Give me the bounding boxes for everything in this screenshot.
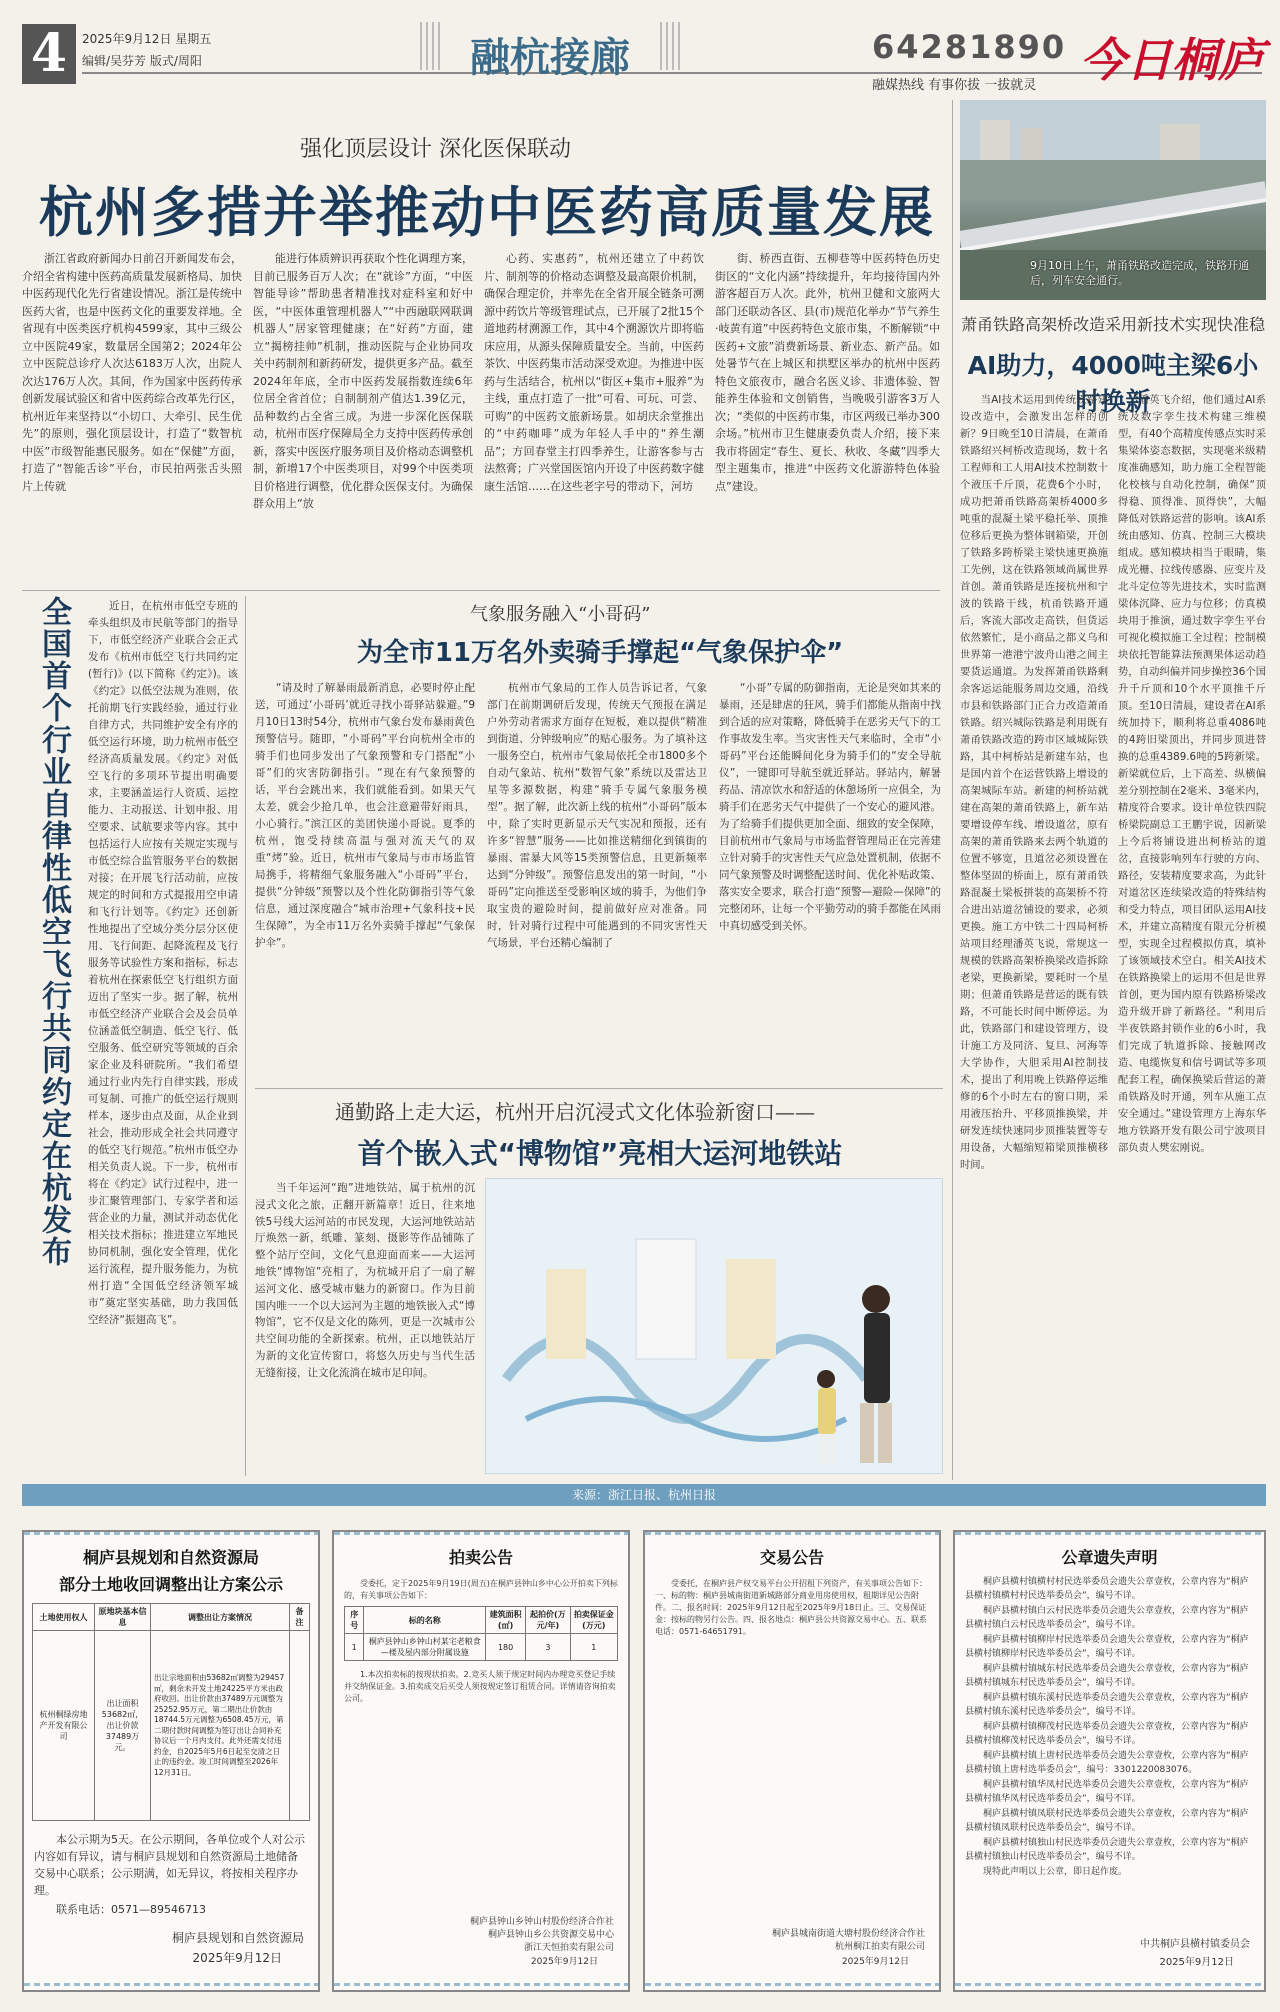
lead-column-2 bbox=[253, 250, 473, 583]
table-header: 建筑面积(㎡) bbox=[486, 1607, 526, 1634]
land-notice-signer: 桐庐县规划和自然资源局 bbox=[171, 1931, 304, 1945]
land-notice-phone: 联系电话：0571—89546713 bbox=[56, 1903, 206, 1916]
lost-seal-date: 2025年9月12日 bbox=[1159, 1957, 1234, 1968]
paragraph: 当千年运河“跑”进地铁站，属于杭州的沉浸式文化之旅，正翻开新篇章！近日，往来地铁5号线大运河站的市民发现，大运河地铁站站厅焕然一新，纸雕、篆刻、摄影等作品铺陈了整个站厅空间，文化气息迎面而来——大运河地铁“博物馆”亮相了，为杭城开启了一扇了解运河文化、感受城市魅力的新窗口。作为目前国内唯一一个以大运河为主题的地铁嵌入式“博物馆”，它不仅是文化的陈列，更是一次城市公共空间功能的全新探索。杭州，正以地铁站厅为新的文化宣传窗口，将悠久历史与当代生活无缝衔接，让文化流淌在城市足印间。 bbox=[255, 1182, 475, 1379]
table-cell: 180 bbox=[486, 1634, 526, 1661]
issue-date: 2025年9月12日 星期五 bbox=[82, 32, 212, 46]
list-item: 桐庐县横村镇城东村民选举委员会遗失公章壹枚，公章内容为“桐庐县横村镇城东村民选举委员会”，编号不详。 bbox=[965, 1664, 1249, 1688]
paragraph: 心药、实惠药”，杭州还建立了中药饮片、制剂等的价格动态调整及最高限价机制，确保合理定价，并率先在全省开展全链条可溯源中药饮片等级管理试点，已开展了2批15个道地药材溯源工作，其中4个溯源饮片即将临床应用，从源头保障质量安全。当前，中医药茶饮、中医药集市活动深受欢迎。为推进中医药与生活结合，杭州以“街区+集市+服养”为主线，重点打造了一批“可看、可玩、可尝、可购”的中医药文旅新场景。如胡庆余堂推出的“中药咖啡”成为年轻人手中的“养生潮品”；方回春堂主打四季养生，让游客参与古法熬膏；广兴堂国医馆内开设了中医药数字健康生活馆……在这些老字号的带动下，河坊 bbox=[484, 252, 704, 493]
transaction-date: 2025年9月12日 bbox=[841, 1957, 909, 1967]
divider bbox=[245, 596, 246, 1476]
railway-headline: AI助力，4000吨主梁6小时换新 bbox=[967, 351, 1259, 416]
table-cell: 1 bbox=[345, 1634, 364, 1661]
lost-seal-title: 公章遗失声明 bbox=[1061, 1548, 1158, 1567]
lost-seal-list bbox=[955, 1568, 1264, 1880]
masthead-logo: 今日桐庐 bbox=[1080, 33, 1264, 87]
land-notice-title-1: 桐庐县规划和自然资源局 bbox=[82, 1548, 259, 1567]
left-story-headline-box bbox=[22, 596, 84, 1476]
lost-seal-signer: 中共桐庐县横村镇委员会 bbox=[1140, 1939, 1250, 1950]
list-item: 桐庐县横村镇上唐村民选举委员会遗失公章壹枚，公章内容为“桐庐县横村镇上唐村选举委员会”，编号：3301220083076。 bbox=[965, 1751, 1249, 1775]
table-header: 原地块基本信息 bbox=[95, 1604, 151, 1631]
transaction-notice-body: 受委托，在桐庐县产权交易平台公开招租下列资产，有关事项公告如下：一、标的物：桐庐县城南街道新城路部分商业用房使用权，租期详见公告附件。二、报名时间：2025年9月12日起至2025年9月18日止。三、交易保证金：按标的物另行公告。四、报名地点：桐庐县公共资源交易中心。五、联系电话：0571-64651791。 bbox=[655, 1579, 927, 1636]
transaction-signer-2: 杭州桐江拍卖有限公司 bbox=[834, 1942, 925, 1952]
page-number: 4 bbox=[22, 24, 76, 84]
decor-stripe bbox=[334, 1983, 628, 1986]
list-item: 桐庐县横村镇柳岸村民选举委员会遗失公章壹枚，公章内容为“桐庐县横村镇柳岸村民选举委员会”，编号不详。 bbox=[965, 1635, 1249, 1659]
list-item: 桐庐县横村镇凤联村民选举委员会遗失公章壹枚，公章内容为“桐庐县横村镇凤联村民选举委员会”，编号不详。 bbox=[965, 1809, 1249, 1833]
paragraph: 能进行体质辨识再获取个性化调理方案，目前已服务百万人次；在“就诊”方面，“中医智能导诊”帮助患者精准找对症科室和好中医，“中医体重管理机器人”“中西融联网联调机器人”居家管理健康；在“好药”方面，建立“揭榜挂帅”机制，推动医院与企业协同攻关中药制剂和新药研发，提供更多产品。截至2024年年底，全市中医药发展指数连续6年位居全省首位；自制制剂产值达1.39亿元，品种数约占全省三成。为进一步深化医保联动，杭州市医疗保障局全力支持中医药传承创新，落实中医医疗服务项目及价格动态调整机制，新增17个中医类项目，对99个中医类项目价格进行调整，优化群众医保支付。为确保群众用上“放 bbox=[253, 252, 473, 510]
museum-headline: 首个嵌入式“博物馆”亮相大运河地铁站 bbox=[357, 1137, 843, 1170]
left-story-headline: 全国首个行业自律性低空飞行共同约定在杭发布 bbox=[36, 596, 71, 1268]
weather-column-3 bbox=[719, 680, 941, 1080]
left-story-body bbox=[88, 598, 238, 1473]
weather-kicker: 气象服务融入“小哥码” bbox=[470, 604, 651, 625]
hotline-number: 64281890 bbox=[872, 28, 1067, 66]
paragraph: 街、桥西直街、五柳巷等中医药特色历史街区的“文化内涵”持续提升，年均接待国内外游客超百万人次。此外，杭州卫健和文旅两大部门还联动各区、县(市)规范化举办“节气养生·岐黄有道”中医药特色文旅市集，不断解锁“中医药+文旅”消费新场景、新业态、新产品。如处暑节气在上城区和拱墅区举办的杭州中医药特色文旅夜市，融合名医义诊、非遗体验、智能养生体验和文创销售，当晚吸引游客3万人次；“类似的中医药市集，市区两级已举办300余场。”杭州市卫生健康委负责人介绍，接下来我市将固定“春生、夏长、秋收、冬藏”四季大型主题集市，推进“中医药文化游游特色体验点”建设。 bbox=[715, 252, 940, 493]
list-item: 桐庐县横村镇白云村民选举委员会遗失公章壹枚，公章内容为“桐庐县横村镇白云村民选举委员会”，编号不详。 bbox=[965, 1606, 1249, 1630]
auction-notice-body: 1.本次拍卖标的按现状拍卖。2.竞买人须于规定时间内办理竞买登记手续并交纳保证金。3.拍卖成交后买受人须按规定签订租赁合同。详情请咨询拍卖公司。 bbox=[344, 1670, 616, 1703]
table-cell: 桐庐县钟山乡钟山村某宅老粮食—楼及屋内部分附属设施 bbox=[364, 1634, 486, 1661]
decor-stripe bbox=[645, 1983, 939, 1986]
divider bbox=[255, 1088, 943, 1089]
transaction-notice-title: 交易公告 bbox=[759, 1548, 824, 1567]
table-header: 备注 bbox=[290, 1604, 310, 1631]
museum-photo-illustration bbox=[486, 1179, 943, 1474]
decor-stripe bbox=[24, 1532, 318, 1535]
lead-column-3 bbox=[484, 250, 704, 583]
table-cell: 杭州桐绿房地产开发有限公司 bbox=[33, 1631, 95, 1821]
decor-stripe bbox=[334, 1532, 628, 1535]
table-header: 调整出让方案情况 bbox=[151, 1604, 290, 1631]
list-item: 桐庐县横村镇独山村民选举委员会遗失公章壹枚，公章内容为“桐庐县横村镇独山村民选举委员会”，编号不详。 bbox=[965, 1838, 1249, 1862]
table-header: 起拍价(万元/年) bbox=[526, 1607, 571, 1634]
decor-stripe bbox=[955, 1983, 1264, 1986]
land-notice-body: 本公示期为5天。在公示期间，各单位或个人对公示内容如有异议，请与桐庐县规划和自然资源局土地储备交易中心联系；公示期满，如无异议，将按相关程序办理。 bbox=[34, 1833, 305, 1897]
lost-seal-footer: 现特此声明以上公章，即日起作废。 bbox=[983, 1867, 1128, 1877]
lead-column-4 bbox=[715, 250, 940, 583]
railway-photo-caption: 9月10日上午，萧甬铁路改造完成，铁路开通后，列车安全通行。 bbox=[1030, 259, 1249, 287]
table-header: 标的名称 bbox=[364, 1607, 486, 1634]
museum-column-1 bbox=[255, 1180, 475, 1473]
auction-signer-1: 桐庐县钟山乡钟山村股份经济合作社 bbox=[469, 1917, 614, 1927]
transaction-notice bbox=[643, 1530, 941, 1992]
auction-table bbox=[344, 1606, 618, 1661]
table-cell: 3 bbox=[526, 1634, 571, 1661]
auction-signer-2: 桐庐县钟山乡公共资源交易中心 bbox=[487, 1930, 614, 1940]
museum-kicker: 通勤路上走大运，杭州开启沉浸式文化体验新窗口—— bbox=[335, 1100, 815, 1124]
auction-date: 2025年9月12日 bbox=[530, 1957, 598, 1967]
auction-signer-3: 浙江天恒拍卖有限公司 bbox=[523, 1943, 614, 1953]
header-decor bbox=[420, 22, 440, 70]
railway-kicker: 萧甬铁路高架桥改造采用新技术实现快准稳 bbox=[960, 315, 1265, 334]
list-item: 桐庐县横村镇横村村民选举委员会遗失公章壹枚，公章内容为“桐庐县横村镇横村村民选举委员会”，编号不详。 bbox=[965, 1577, 1249, 1601]
railway-column-2 bbox=[1118, 392, 1266, 1472]
table-header: 序号 bbox=[345, 1607, 364, 1634]
list-item: 桐庐县横村镇华凤村民选举委员会遗失公章壹枚，公章内容为“桐庐县横村镇华凤村民选举委员会”，编号不详。 bbox=[965, 1780, 1249, 1804]
lead-kicker: 强化顶层设计 深化医保联动 bbox=[300, 137, 571, 162]
list-item: 桐庐县横村镇东溪村民选举委员会遗失公章壹枚，公章内容为“桐庐县横村镇东溪村民选举委员会”，编号不详。 bbox=[965, 1693, 1249, 1717]
auction-notice-title: 拍卖公告 bbox=[448, 1548, 513, 1567]
land-notice-date: 2025年9月12日 bbox=[192, 1951, 282, 1965]
weather-column-1 bbox=[255, 680, 475, 1080]
section-title: 融杭接廊 bbox=[470, 34, 630, 81]
decor-stripe bbox=[955, 1532, 1264, 1535]
decor-stripe bbox=[645, 1532, 939, 1535]
railway-column-1 bbox=[960, 392, 1108, 1472]
decor-stripe bbox=[24, 1983, 318, 1986]
railway-photo bbox=[960, 100, 1266, 300]
lost-seal-notice bbox=[953, 1530, 1266, 1992]
table-cell: 出让宗地面积由53682㎡调整为29457㎡，剩余未开发土地24225平方米由政府收回。出让价款由37489万元调整为25252.95万元，第二期出让价款由18744.5万元调整为6508.45万元，第二期付款时间调整为签订出让合同补充协议后一个月内支付。此外还需支付违约金，自2025年5月6日起至交清之日止的违约金。竣工时间调整至2026年12月31日。 bbox=[151, 1631, 290, 1821]
paragraph: 杭州市气象局的工作人员告诉记者，气象部门在前期调研后发现，传统天气预报在满足户外劳动者需求方面存在短板，难以提供“精准到街道、分钟级响应”的贴心服务。为了填补这一服务空白，杭州市气象局依托全市1800多个自动气象站、杭州“数智气象”系统以及雷达卫星等多源数据，构建“骑手专属气象服务模型”。据了解，此次新上线的杭州“小哥码”版本中，除了实时更新显示天气实况和预报，还有许多“智慧”服务——比如推送精细化到镇街的暴雨、雷暴大风等15类预警信息，且更新频率达到“分钟级”。预警信息发出的第一时间，“小哥码”定向推送至受影响区域的骑手，为他们争取宝贵的避险时间，提前做好应对准备。同时，针对骑行过程中可能遇到的不同灾害性天气场景，平台还精心编制了 bbox=[487, 682, 707, 949]
land-notice-table bbox=[32, 1603, 310, 1821]
paragraph: 当AI技术运用到传统铁路建设改造中，会激发出怎样的创新？9日晚至10日清晨，在萧甬铁路绍兴柯桥改造现场，数十名工程师和工人用AI技术控制数十个液压千斤顶，花费6个小时，成功把萧甬铁路高架桥4000多吨重的混凝土梁平稳托举、顶推位移后更换为整体钢箱梁，开创了铁路多跨桥梁主梁快速更换施工先例，这在铁路领域尚属世界首创。萧甬铁路是连接杭州和宁波的铁路干线，杭甬铁路开通后，客流大部改走高铁，但货运依然繁忙，是小商品之都义乌和世界第一港港宁波舟山港之间主要货运通道。为发挥萧甬铁路剩余客运运能服务周边交通，沿线市县和铁路部门正合力改造萧甬铁路。绍兴城际铁路是利用既有萧甬铁路改造的跨市区域城际铁路，其中柯桥站是新建车站，也是国内首个在运营铁路上增设的高架城际车站。新建的柯桥站就建在高架的萧甬铁路上，新车站要增设停车线、增设道岔，原有高架的萧甬铁路来去两个轨道的位置不够宽，且道岔必须设置在整体坚固的桥面上，原有萧甬铁路混凝土梁板拼装的高架桥不符合进出站道岔铺设的要求，必须更换。施工方中铁二十四局柯桥站项目经理潘英飞说，常规这一规模的铁路高架桥换梁改造拆除老梁，更换新梁，要耗时一个星期；但萧甬铁路是营运的既有铁路，不可能长时间中断停运。为此，铁路部门和建设管理方，设计施工方及同济、复旦、河海等大学协作，大胆采用AI控制技术，提出了利用晚上铁路停运维修的6个小时左右的窗口期，采用液压抬升、平移顶推换梁，并研发连续快速同步顶推装置等专用设备，大幅缩短箱梁顶推横移时间。 bbox=[960, 394, 1108, 1171]
weather-headline: 为全市11万名外卖骑手撑起“气象保护伞” bbox=[356, 638, 844, 668]
paragraph: 潘英飞介绍，他们通过AI系统及数字孪生技术构建三维模型，有40个高精度传感点实时采集梁体姿态数据，实现毫米级精度准确感知，助力施工全程智能化校核与自动化控制，确保“顶得稳、顶得准、顶得快”，大幅降低对铁路运营的影响。该AI系统由感知、仿真、控制三大模块组成。感知模块相当于眼睛，集成光栅、拉线传感器、应变片及北斗定位等先进技术，实时监测梁体沉降、应力与位移；仿真模块用于推演，通过数字孪生平台可视化模拟施工全过程；控制模块依托智能算法预测果体运动趋势，自动纠偏并同步操控36个国升千斤顶和10个水平顶推千斤顶。至10日清晨，建设者在AI系统加持下，顺利将总重4086吨的4跨旧梁顶出，并同步顶进替换的总重4389.6吨的5跨新梁。新梁就位后，上下高差、纵横偏差分别控制在2毫米、3毫米内，精度符合要求。设计单位铁四院桥梁院副总工王鹏宇说，因新梁上今后将铺设进出柯桥站的道岔，直接影响列车行驶的方向、路径，安装精度要求高，为此针对道岔区连续梁改造的特殊结构和受力特点，项目团队运用AI技术，并建立高精度有限元分析模型，实现全过程模拟仿真，填补了该领域技术空白。相关AI技术在铁路换梁上的运用不但是世界首创，更为国内原有铁路桥梁改造升级开辟了新路径。“利用后半夜铁路封锁作业的6小时，我们完成了轨道拆除、接触网改造、电缆恢复和信号调试等多项配套工程，确保换梁后营运的萧甬铁路及时开通，列车从施工点安全通过。”建设管理方上海东华地方铁路开发有限公司宁波项目部负责人樊宏刚说。 bbox=[1118, 394, 1266, 1154]
source-strip: 来源：浙江日报、杭州日报 bbox=[22, 1484, 1266, 1506]
header-decor bbox=[660, 22, 680, 70]
transaction-signer-1: 桐庐县城南街道大塘村股份经济合作社 bbox=[771, 1929, 925, 1939]
divider bbox=[22, 590, 940, 591]
table-cell bbox=[290, 1631, 310, 1821]
lead-column-1 bbox=[22, 250, 242, 583]
table-cell: 出让面积53682㎡，出让价款37489万元。 bbox=[95, 1631, 151, 1821]
paragraph: 近日，在杭州市低空专班的牵头组织及市民航等部门的指导下，市低空经济产业联合会正式发布《杭州市低空飞行共同约定(暂行)》(以下简称《约定》)。该《约定》以低空法规为准则，依托前期飞行实践经验，通过行业自律方式，共同维护安全有序的低空运行环境，助力杭州市低空经济高质量发展。《约定》对低空飞行的多项环节提出明确要求，主要涵盖运行人资质、运控能力、主动报送、计划申报、用空要求、试航要求等内容。其中包括运行人应按有关规定实现与市低空综合监管服务平台的数据对接；在开展飞行活动前，应按规定的时间和方式提报用空申请和飞行计划等。《约定》还创新性地提出了空域分类分层分区使用、飞行间距、起降流程及飞行服务等试验性方案和指标，标志着杭州在探索低空飞行组织方面迈出了坚实一步。据了解，杭州市低空经济产业联合会及会员单位涵盖低空制造、低空飞行、低空服务、低空研究等领域的百余家企业及科研院所。“我们希望通过行业内先行自律实践，形成可复制、可推广的低空运行规则样本，逐步由点及面，从企业到社会，推动形成全社会共同遵守的低空飞行规范。”杭州市低空办相关负责人说。下一步，杭州市将在《约定》试行过程中，进一步汇聚管理部门、专家学者和运营企业的力量，测试并动态优化相关技术指标；推进建立军地民协同机制，强化安全管理，优化运行流程，提升服务能力，为杭州打造“全国低空经济领军城市”奠定坚实基础，助力我国低空经济“振翅高飞”。 bbox=[88, 600, 238, 1326]
divider bbox=[952, 100, 953, 1480]
land-notice bbox=[22, 1530, 320, 1992]
hotline-slogan: 融媒热线 有事你拔 一拔就灵 bbox=[872, 78, 1037, 93]
auction-notice bbox=[332, 1530, 630, 1992]
table-cell: 1 bbox=[570, 1634, 617, 1661]
table-header: 拍卖保证金(万元) bbox=[570, 1607, 617, 1634]
list-item: 桐庐县横村镇柳茂村民选举委员会遗失公章壹枚，公章内容为“桐庐县横村镇柳茂村民选举委员会”，编号不详。 bbox=[965, 1722, 1249, 1746]
lead-headline: 杭州多措并举推动中医药高质量发展 bbox=[39, 181, 935, 244]
paragraph: “请及时了解暴雨最新消息，必要时停止配送，可通过‘小哥码’就近寻找小哥驿站躲避。”9月10日13时54分，杭州市气象台发布暴雨黄色预警信号。随即，“小哥码”平台向杭州全市的骑手们也同步发出了气象预警和专门搭配“小哥”们的灾害防御指引。“现在有气象预警的话，平台会跳出来，我们就能看到。如果天气太差，就会少抢几单，也会注意避带好雨具，小心骑行。”滨江区的美团快递小哥说。夏季的杭州，饱受持续高温与强对流天气的双重“烤”验。近日，杭州市气象局与市市场监管局携手，将精细气象服务融入“小哥码”平台，提供“分钟级”预警以及个性化防御指引等气象信息，通过深度融合“城市治理+气象科技+民生保障”，为全市11万名外卖骑手撑起“气象保护伞”。 bbox=[255, 682, 475, 949]
auction-notice-intro: 受委托，定于2025年9月19日(周五)在桐庐县钟山乡中心公开拍卖下列标的，有关事项公告如下： bbox=[344, 1579, 618, 1600]
museum-photo bbox=[485, 1178, 943, 1474]
editor-line: 编辑/吴芬芳 版式/周阳 bbox=[82, 54, 202, 68]
paragraph: “小哥”专属的防御指南，无论是突如其来的暴雨，还是肆虐的狂风，骑手们都能从指南中找到合适的应对策略，降低骑手在恶劣天气下的工作事故发生率。当灾害性天气来临时，全市“小哥码”平台还能瞬间化身为骑手们的“安全导航仪”，一键即可导航至就近驿站。驿站内，解暑药品、清凉饮水和舒适的休憩场所一应俱全，为骑手们在恶劣天气中提供了一个安心的避风港。为了给骑手们提供更加全面、细致的安全保障，目前杭州市气象局与市场监督管理局正在完善建立针对骑手的灾害性天气应急处置机制，依据不同气象预警及时调整配送时间、优化补贴政策、落实安全要求，联合打造“预警—避险—保障”的完整闭环，让每一个平勤劳动的骑手都能在风雨中真切感受到关怀。 bbox=[719, 682, 941, 932]
table-header: 土地使用权人 bbox=[33, 1604, 95, 1631]
land-notice-title-2: 部分土地收回调整出让方案公示 bbox=[58, 1575, 283, 1594]
weather-column-2 bbox=[487, 680, 707, 1080]
paragraph: 浙江省政府新闻办日前召开新闻发布会，介绍全省构建中医药高质量发展新格局、加快中医药现代化先行省建设情况。浙江是传统中医药大省，也是中医药文化的重要发祥地。全省现有中医类医疗机构4599家，其中三级公立中医院49家，数量居全国第2；2024年公立中医院总诊疗人次达6183万人次，出院人次达176万人次。其间，作为国家中医药传承创新发展试验区和省中医药综合改革先行区，杭州近年来坚持以“小切口、大牵引、民生优先”的原则，强化顶层设计，打造了“数智杭中医”市级智能惠民服务。如在“保健”方面，打造了“智能舌诊”平台，市民拍两张舌头照片上传就 bbox=[22, 252, 242, 493]
